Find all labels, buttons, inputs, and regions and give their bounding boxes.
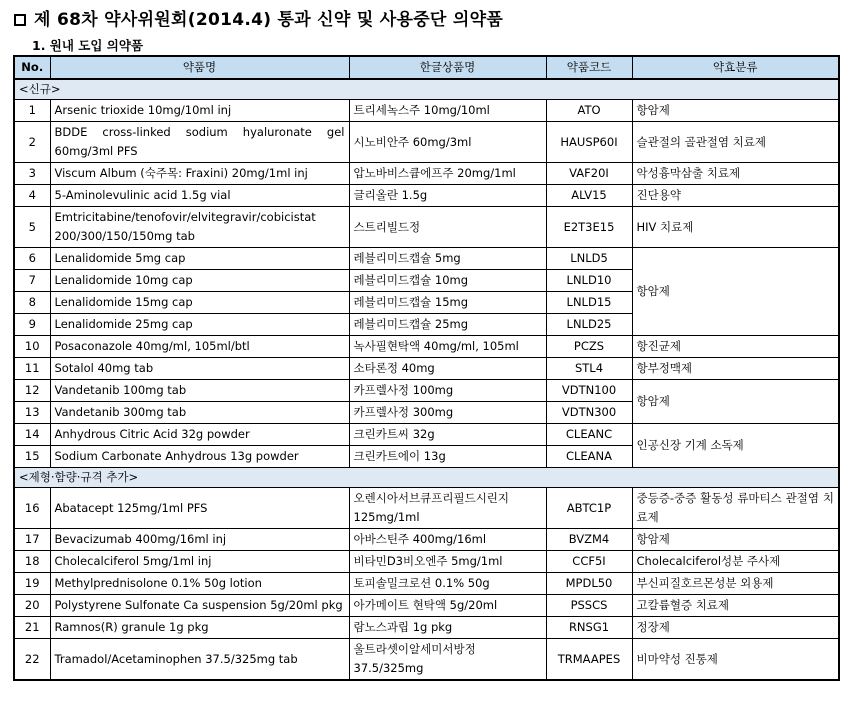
title-text: 제 68차 약사위원회(2014.4) 통과 신약 및 사용중단 의약품	[34, 10, 504, 30]
row-classification: 항부정맥제	[632, 358, 839, 380]
table-row	[14, 207, 839, 248]
row-no: 9	[14, 314, 50, 336]
row-korean-name: 크린카트에이 13g	[349, 446, 546, 468]
table-row	[14, 380, 839, 402]
table-row	[14, 639, 839, 681]
row-korean-name: 아가메이트 현탁액 5g/20ml	[349, 595, 546, 617]
row-no: 12	[14, 380, 50, 402]
row-korean-name: 레블리미드캡슐 5mg	[349, 248, 546, 270]
row-drug-name: Cholecalciferol 5mg/1ml inj	[50, 551, 349, 573]
table-row	[14, 424, 839, 446]
row-korean-name: 카프렐사정 100mg	[349, 380, 546, 402]
table-row	[14, 163, 839, 185]
table-row	[14, 336, 839, 358]
row-no: 7	[14, 270, 50, 292]
row-drug-name: Sodium Carbonate Anhydrous 13g powder	[50, 446, 349, 468]
row-drug-code: CLEANA	[546, 446, 632, 468]
row-drug-code: LNLD5	[546, 248, 632, 270]
row-classification: 비마약성 진통제	[632, 639, 839, 681]
row-drug-name: Lenalidomide 10mg cap	[50, 270, 349, 292]
row-korean-name: 울트라셋이알세미서방정 37.5/325mg	[349, 639, 546, 681]
row-drug-name: Methylprednisolone 0.1% 50g lotion	[50, 573, 349, 595]
document-title	[14, 5, 503, 30]
row-korean-name: 녹사필현탁액 40mg/ml, 105ml	[349, 336, 546, 358]
table-row	[14, 551, 839, 573]
row-drug-code: MPDL50	[546, 573, 632, 595]
table-row	[14, 248, 839, 270]
row-no: 4	[14, 185, 50, 207]
row-drug-name: Sotalol 40mg tab	[50, 358, 349, 380]
row-no: 20	[14, 595, 50, 617]
row-no: 3	[14, 163, 50, 185]
row-drug-code: LNLD25	[546, 314, 632, 336]
row-no: 2	[14, 122, 50, 163]
row-drug-code: TRMAAPES	[546, 639, 632, 681]
row-drug-code: HAUSP60I	[546, 122, 632, 163]
row-korean-name: 크린카트씨 32g	[349, 424, 546, 446]
row-korean-name: 소타론정 40mg	[349, 358, 546, 380]
checkbox-bullet-icon	[14, 14, 26, 26]
row-drug-name: Tramadol/Acetaminophen 37.5/325mg tab	[50, 639, 349, 681]
row-no: 6	[14, 248, 50, 270]
row-no: 8	[14, 292, 50, 314]
row-drug-name: Ramnos(R) granule 1g pkg	[50, 617, 349, 639]
table-row	[14, 488, 839, 529]
row-drug-code: VDTN100	[546, 380, 632, 402]
header-korean-name: 한글상품명	[349, 56, 546, 79]
row-korean-name: 레블리미드캡슐 10mg	[349, 270, 546, 292]
row-drug-code: ABTC1P	[546, 488, 632, 529]
row-no: 21	[14, 617, 50, 639]
header-drug-code: 약품코드	[546, 56, 632, 79]
table-row	[14, 100, 839, 122]
row-korean-name: 글리올란 1.5g	[349, 185, 546, 207]
row-drug-code: CCF5I	[546, 551, 632, 573]
row-korean-name: 람노스과립 1g pkg	[349, 617, 546, 639]
row-classification: 중등증-중증 활동성 류마티스 관절염 치료제	[632, 488, 839, 529]
row-drug-code: BVZM4	[546, 529, 632, 551]
row-korean-name: 비타민D3비오엔주 5mg/1ml	[349, 551, 546, 573]
table-row	[14, 529, 839, 551]
row-drug-code: PSSCS	[546, 595, 632, 617]
table-row	[14, 185, 839, 207]
row-drug-name: Bevacizumab 400mg/16ml inj	[50, 529, 349, 551]
row-korean-name: 스트리빌드정	[349, 207, 546, 248]
row-classification: 고칼륨혈증 치료제	[632, 595, 839, 617]
drug-table	[13, 55, 840, 681]
row-korean-name: 레블리미드캡슐 15mg	[349, 292, 546, 314]
row-drug-name: Polystyrene Sulfonate Ca suspension 5g/20ml pkg	[50, 595, 349, 617]
row-no: 10	[14, 336, 50, 358]
row-drug-code: LNLD15	[546, 292, 632, 314]
row-drug-name: Vandetanib 100mg tab	[50, 380, 349, 402]
row-drug-code: ATO	[546, 100, 632, 122]
row-korean-name: 레블리미드캡슐 25mg	[349, 314, 546, 336]
row-classification: HIV 치료제	[632, 207, 839, 248]
row-no: 18	[14, 551, 50, 573]
section-label-new: <신규>	[14, 79, 839, 100]
table-row	[14, 595, 839, 617]
row-classification: Cholecalciferol성분 주사제	[632, 551, 839, 573]
row-no: 1	[14, 100, 50, 122]
row-drug-code: LNLD10	[546, 270, 632, 292]
row-drug-name: Abatacept 125mg/1ml PFS	[50, 488, 349, 529]
row-classification: 항암제	[632, 100, 839, 122]
row-drug-name: Lenalidomide 15mg cap	[50, 292, 349, 314]
row-korean-name: 토피솔밀크로션 0.1% 50g	[349, 573, 546, 595]
table-row	[14, 122, 839, 163]
row-drug-name: Anhydrous Citric Acid 32g powder	[50, 424, 349, 446]
row-classification: 악성흉막삼출 치료제	[632, 163, 839, 185]
table-row	[14, 617, 839, 639]
row-classification: 슬관절의 골관절염 치료제	[632, 122, 839, 163]
row-drug-name: Lenalidomide 5mg cap	[50, 248, 349, 270]
row-drug-name: BDDE cross-linked sodium hyaluronate gel 60mg/3ml PFS	[50, 122, 349, 163]
row-classification: 정장제	[632, 617, 839, 639]
section-label-add: <제형·함량·규격 추가>	[14, 468, 839, 488]
row-no: 17	[14, 529, 50, 551]
row-drug-code: PCZS	[546, 336, 632, 358]
row-korean-name: 아바스틴주 400mg/16ml	[349, 529, 546, 551]
row-drug-code: STL4	[546, 358, 632, 380]
section-row-add	[14, 468, 839, 488]
header-drug-name: 약품명	[50, 56, 349, 79]
row-korean-name: 오렌시아서브큐프리필드시린지 125mg/1ml	[349, 488, 546, 529]
table-header-row	[14, 56, 839, 79]
row-korean-name: 트리세녹스주 10mg/10ml	[349, 100, 546, 122]
row-no: 5	[14, 207, 50, 248]
row-korean-name: 시노비안주 60mg/3ml	[349, 122, 546, 163]
row-drug-name: Arsenic trioxide 10mg/10ml inj	[50, 100, 349, 122]
row-no: 14	[14, 424, 50, 446]
row-classification: 항암제	[632, 248, 839, 336]
row-drug-name: Lenalidomide 25mg cap	[50, 314, 349, 336]
table-row	[14, 358, 839, 380]
row-no: 22	[14, 639, 50, 681]
row-drug-name: Viscum Album (숙주목: Fraxini) 20mg/1ml inj	[50, 163, 349, 185]
table-row	[14, 573, 839, 595]
row-korean-name: 카프렐사정 300mg	[349, 402, 546, 424]
row-classification: 항암제	[632, 380, 839, 424]
row-drug-code: RNSG1	[546, 617, 632, 639]
row-drug-code: VAF20I	[546, 163, 632, 185]
row-no: 19	[14, 573, 50, 595]
section-row-new	[14, 79, 839, 100]
row-korean-name: 압노바비스큠에프주 20mg/1ml	[349, 163, 546, 185]
row-drug-name: Posaconazole 40mg/ml, 105ml/btl	[50, 336, 349, 358]
row-drug-code: ALV15	[546, 185, 632, 207]
row-no: 13	[14, 402, 50, 424]
row-drug-code: VDTN300	[546, 402, 632, 424]
header-no: No.	[14, 56, 50, 79]
row-classification: 인공신장 기계 소독제	[632, 424, 839, 468]
row-drug-name: Emtricitabine/tenofovir/elvitegravir/cobicistat 200/300/150/150mg tab	[50, 207, 349, 248]
row-classification: 항암제	[632, 529, 839, 551]
row-no: 16	[14, 488, 50, 529]
row-drug-name: Vandetanib 300mg tab	[50, 402, 349, 424]
row-no: 15	[14, 446, 50, 468]
row-drug-code: CLEANC	[546, 424, 632, 446]
row-classification: 진단용약	[632, 185, 839, 207]
row-classification: 항진균제	[632, 336, 839, 358]
section-subtitle: 1. 원내 도입 의약품	[32, 38, 144, 53]
row-classification: 부신피질호르몬성분 외용제	[632, 573, 839, 595]
header-classification: 약효분류	[632, 56, 839, 79]
row-no: 11	[14, 358, 50, 380]
row-drug-code: E2T3E15	[546, 207, 632, 248]
row-drug-name: 5-Aminolevulinic acid 1.5g vial	[50, 185, 349, 207]
